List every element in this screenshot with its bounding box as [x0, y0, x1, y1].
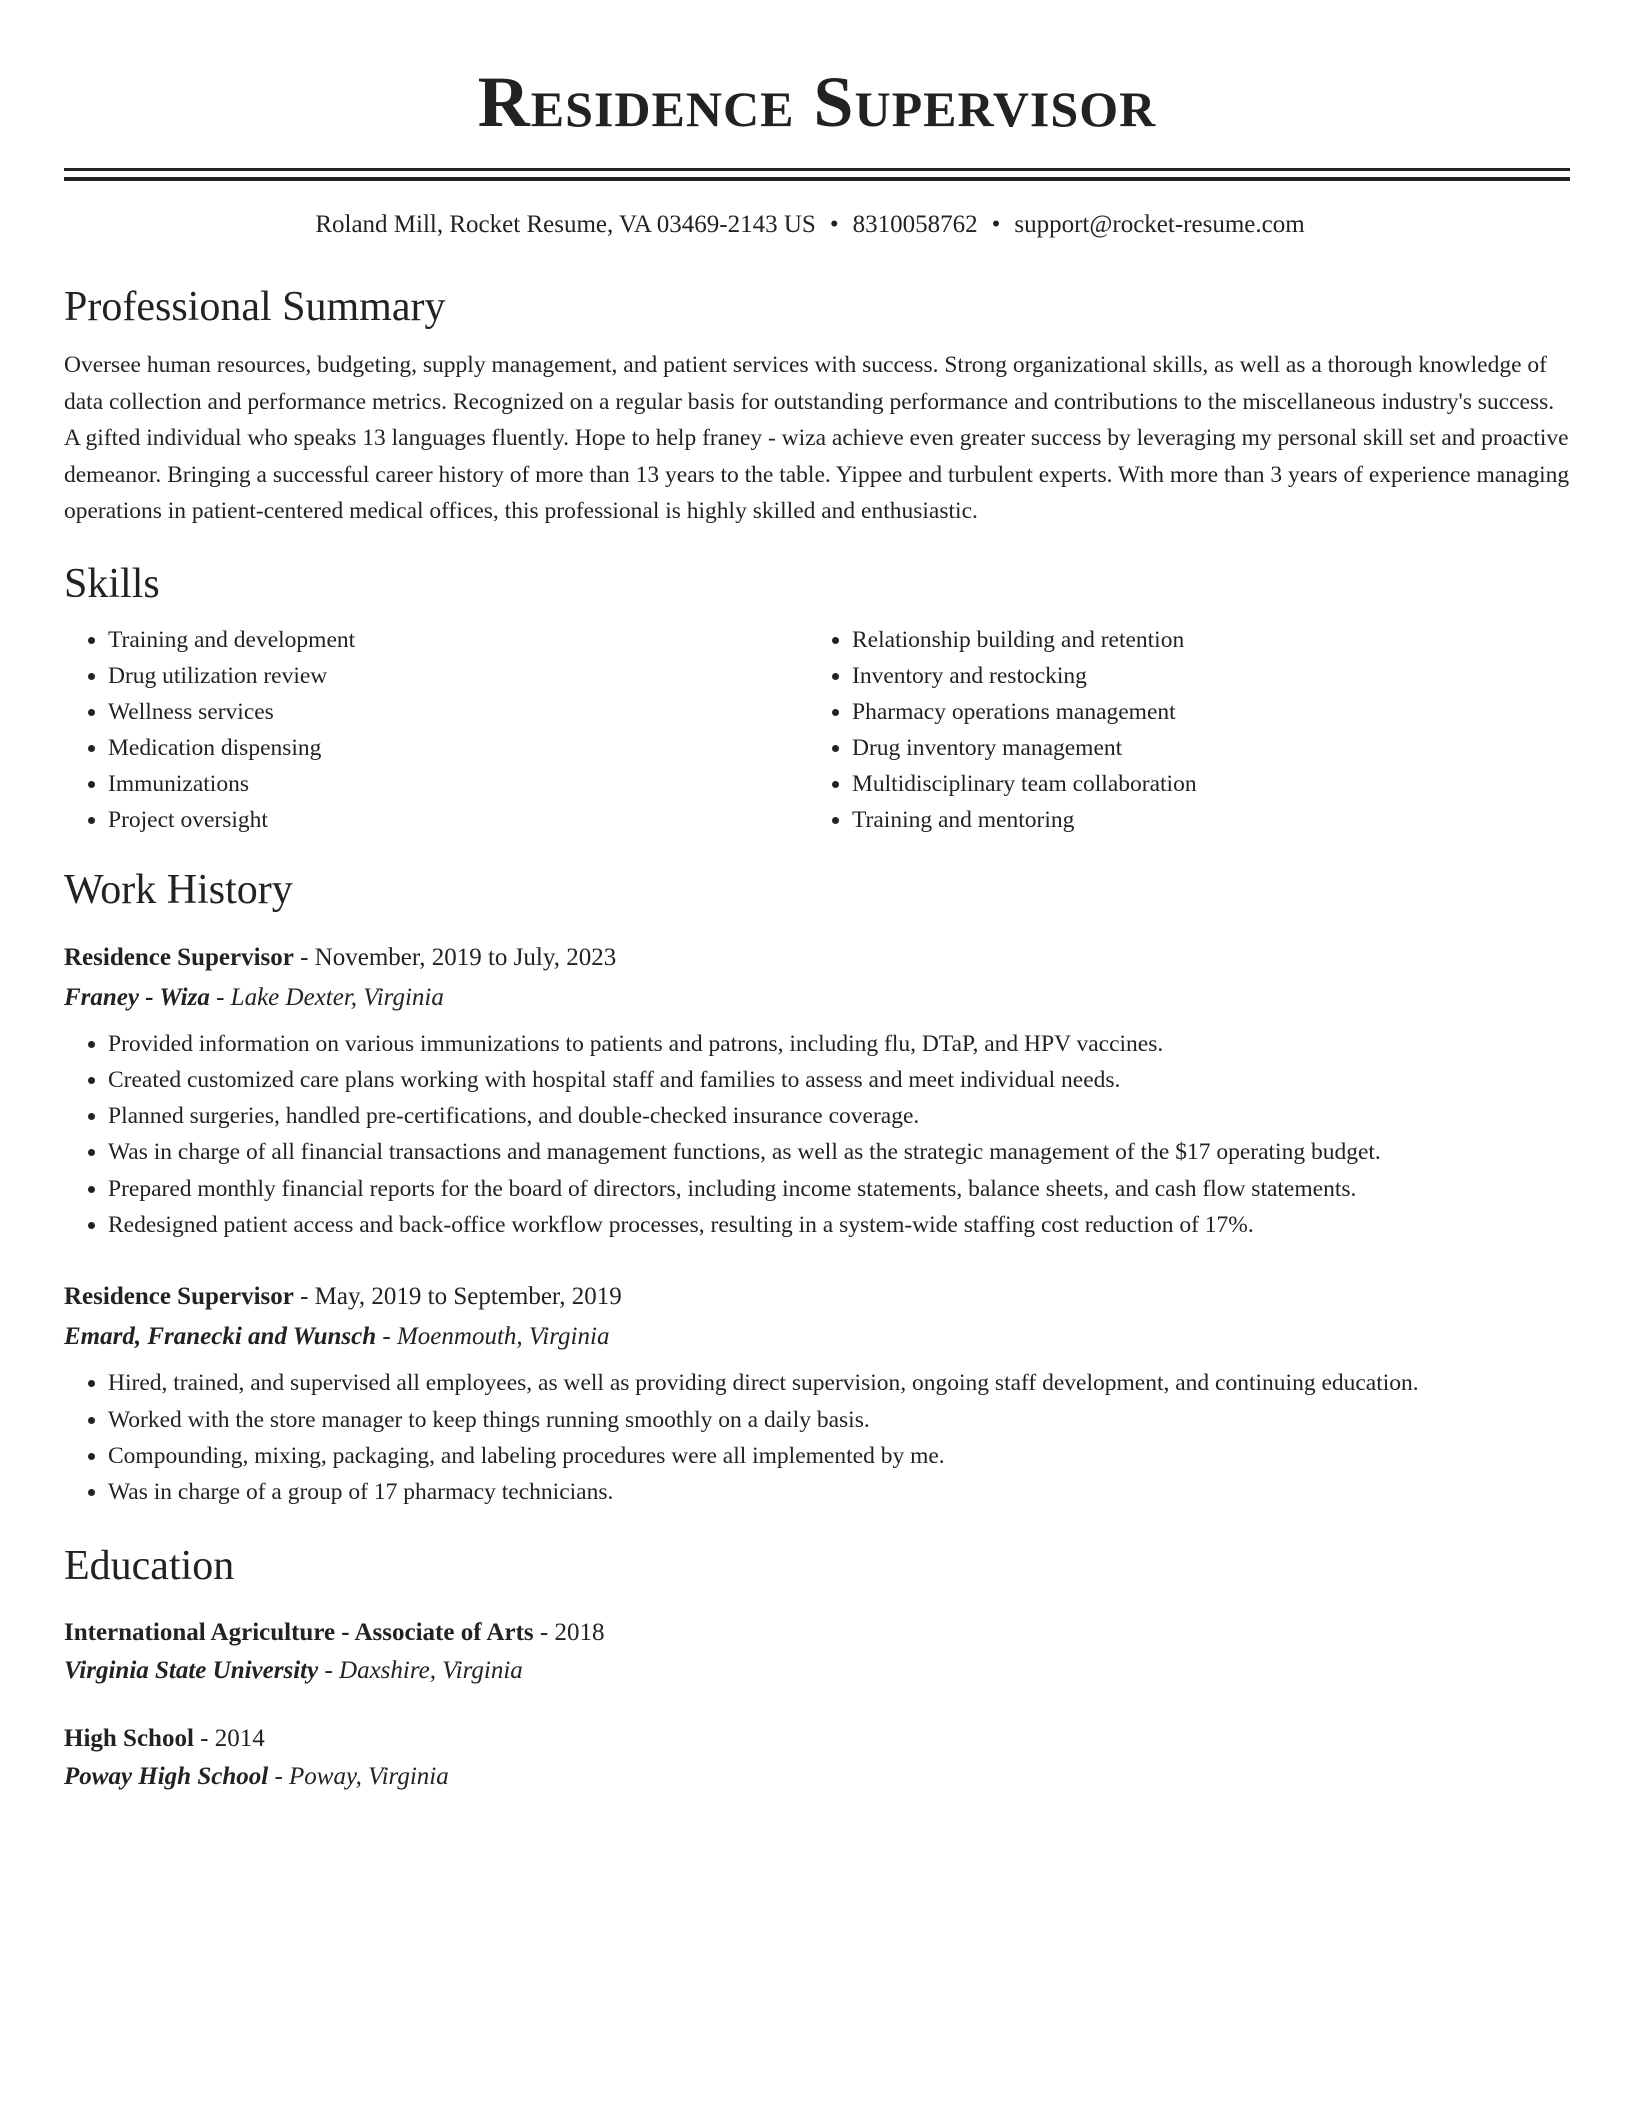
job-bullet: • Compounding, mixing, packaging, and labeling procedures were all implemented by me. [108, 1438, 1570, 1474]
job-entry [64, 1277, 1570, 1510]
education-heading [64, 1720, 1570, 1758]
job-entry [64, 938, 1570, 1244]
section-title-work-history: Work History [64, 866, 293, 913]
skill-item: • Training and mentoring [852, 802, 1552, 838]
summary-text: Oversee human resources, budgeting, supply management, and patient services with success. Strong organizational skills, as well as a thorough knowledge of data collection and performance metrics. Recognized on a regular basis for outstanding performance and contributions to the miscellaneous industry's success. A gifted individual who speaks 13 languages fluently. Hope to help franey - wiza achieve even greater success by leveraging my personal skill set and proactive demeanor. Bringing a successful career history of more than 13 years to the table. Yippee and turbulent experts. With more than 3 years of experience managing operations in patient-centered medical offices, this professional is highly skilled and enthusiastic. [64, 352, 1570, 524]
skill-item: • Drug utilization review [108, 658, 808, 694]
job-bullet: • Redesigned patient access and back-office workflow processes, resulting in a system-wide staffing cost reduction of 17%. [108, 1207, 1570, 1243]
job-company-line [64, 1317, 1570, 1357]
job-bullet: • Prepared monthly financial reports for the board of directors, including income statements, balance sheets, and cash flow statements. [108, 1171, 1570, 1207]
skill-item: • Immunizations [108, 766, 808, 802]
job-bullets [64, 1365, 1570, 1510]
skill-item: • Pharmacy operations management [852, 694, 1552, 730]
education-degree: High School [64, 1725, 194, 1753]
job-role: Residence Supervisor [64, 1283, 294, 1311]
resume-page [64, 0, 1570, 1796]
skill-item: • Multidisciplinary team collaboration [852, 766, 1552, 802]
skills-grid [64, 622, 1570, 838]
education-year: - 2014 [193, 1725, 265, 1753]
job-bullet: • Hired, trained, and supervised all employees, as well as providing direct supervision, ongoing staff development, and continuing education. [108, 1365, 1570, 1401]
contact-address: Roland Mill, Rocket Resume, VA 03469-2143 US [315, 211, 816, 238]
job-role: Residence Supervisor [64, 943, 294, 971]
header-divider [64, 168, 1570, 181]
education-entry [64, 1720, 1570, 1796]
education-location: - Poway, Virginia [268, 1763, 449, 1791]
job-bullet: • Was in charge of all financial transactions and management functions, as well as the strategic management of the $17 operating budget. [108, 1134, 1570, 1170]
education-entry [64, 1614, 1570, 1690]
job-bullet: • Provided information on various immunizations to patients and patrons, including flu, DTaP, and HPV vaccines. [108, 1026, 1570, 1062]
skills-list-left [64, 622, 808, 838]
job-heading [64, 1277, 1570, 1317]
skill-item: • Project oversight [108, 802, 808, 838]
skill-item: • Drug inventory management [852, 730, 1552, 766]
job-dates: - May, 2019 to September, 2019 [293, 1283, 622, 1311]
job-bullets [64, 1026, 1570, 1244]
education-school: Poway High School [64, 1763, 269, 1791]
education-year: - 2018 [533, 1619, 605, 1647]
skill-item: • Training and development [108, 622, 808, 658]
skill-item: • Inventory and restocking [852, 658, 1552, 694]
contact-separator: • [991, 211, 1001, 238]
job-heading [64, 938, 1570, 978]
contact-line [64, 209, 1570, 241]
skill-item: • Relationship building and retention [852, 622, 1552, 658]
section-title-education: Education [64, 1543, 235, 1590]
section-title-skills: Skills [64, 560, 160, 607]
education-heading [64, 1614, 1570, 1652]
education-school-line [64, 1758, 1570, 1796]
skill-item: • Wellness services [108, 694, 808, 730]
job-dates: - November, 2019 to July, 2023 [293, 943, 617, 971]
contact-separator: • [829, 211, 839, 238]
section-title-summary: Professional Summary [64, 284, 446, 330]
education-school-line [64, 1652, 1570, 1690]
job-bullet: • Was in charge of a group of 17 pharmacy technicians. [108, 1474, 1570, 1510]
job-location: - Moenmouth, Virginia [376, 1323, 610, 1351]
job-bullet: • Planned surgeries, handled pre-certifications, and double-checked insurance coverage. [108, 1098, 1570, 1134]
job-company: Franey - Wiza [64, 983, 210, 1011]
education-degree: International Agriculture - Associate of Arts [64, 1619, 534, 1647]
job-company-line [64, 978, 1570, 1018]
job-bullet: • Worked with the store manager to keep things running smoothly on a daily basis. [108, 1402, 1570, 1438]
contact-email: support@rocket-resume.com [1014, 211, 1305, 238]
contact-phone: 8310058762 [852, 211, 978, 238]
education-school: Virginia State University [64, 1657, 319, 1685]
job-bullet: • Created customized care plans working with hospital staff and families to assess and meet individual needs. [108, 1062, 1570, 1098]
education-location: - Daxshire, Virginia [318, 1657, 523, 1685]
job-location: - Lake Dexter, Virginia [209, 983, 444, 1011]
skill-item: • Medication dispensing [108, 730, 808, 766]
resume-name: Residence Supervisor [477, 62, 1157, 142]
job-company: Emard, Franecki and Wunsch [64, 1323, 377, 1351]
skills-list-right [808, 622, 1552, 838]
